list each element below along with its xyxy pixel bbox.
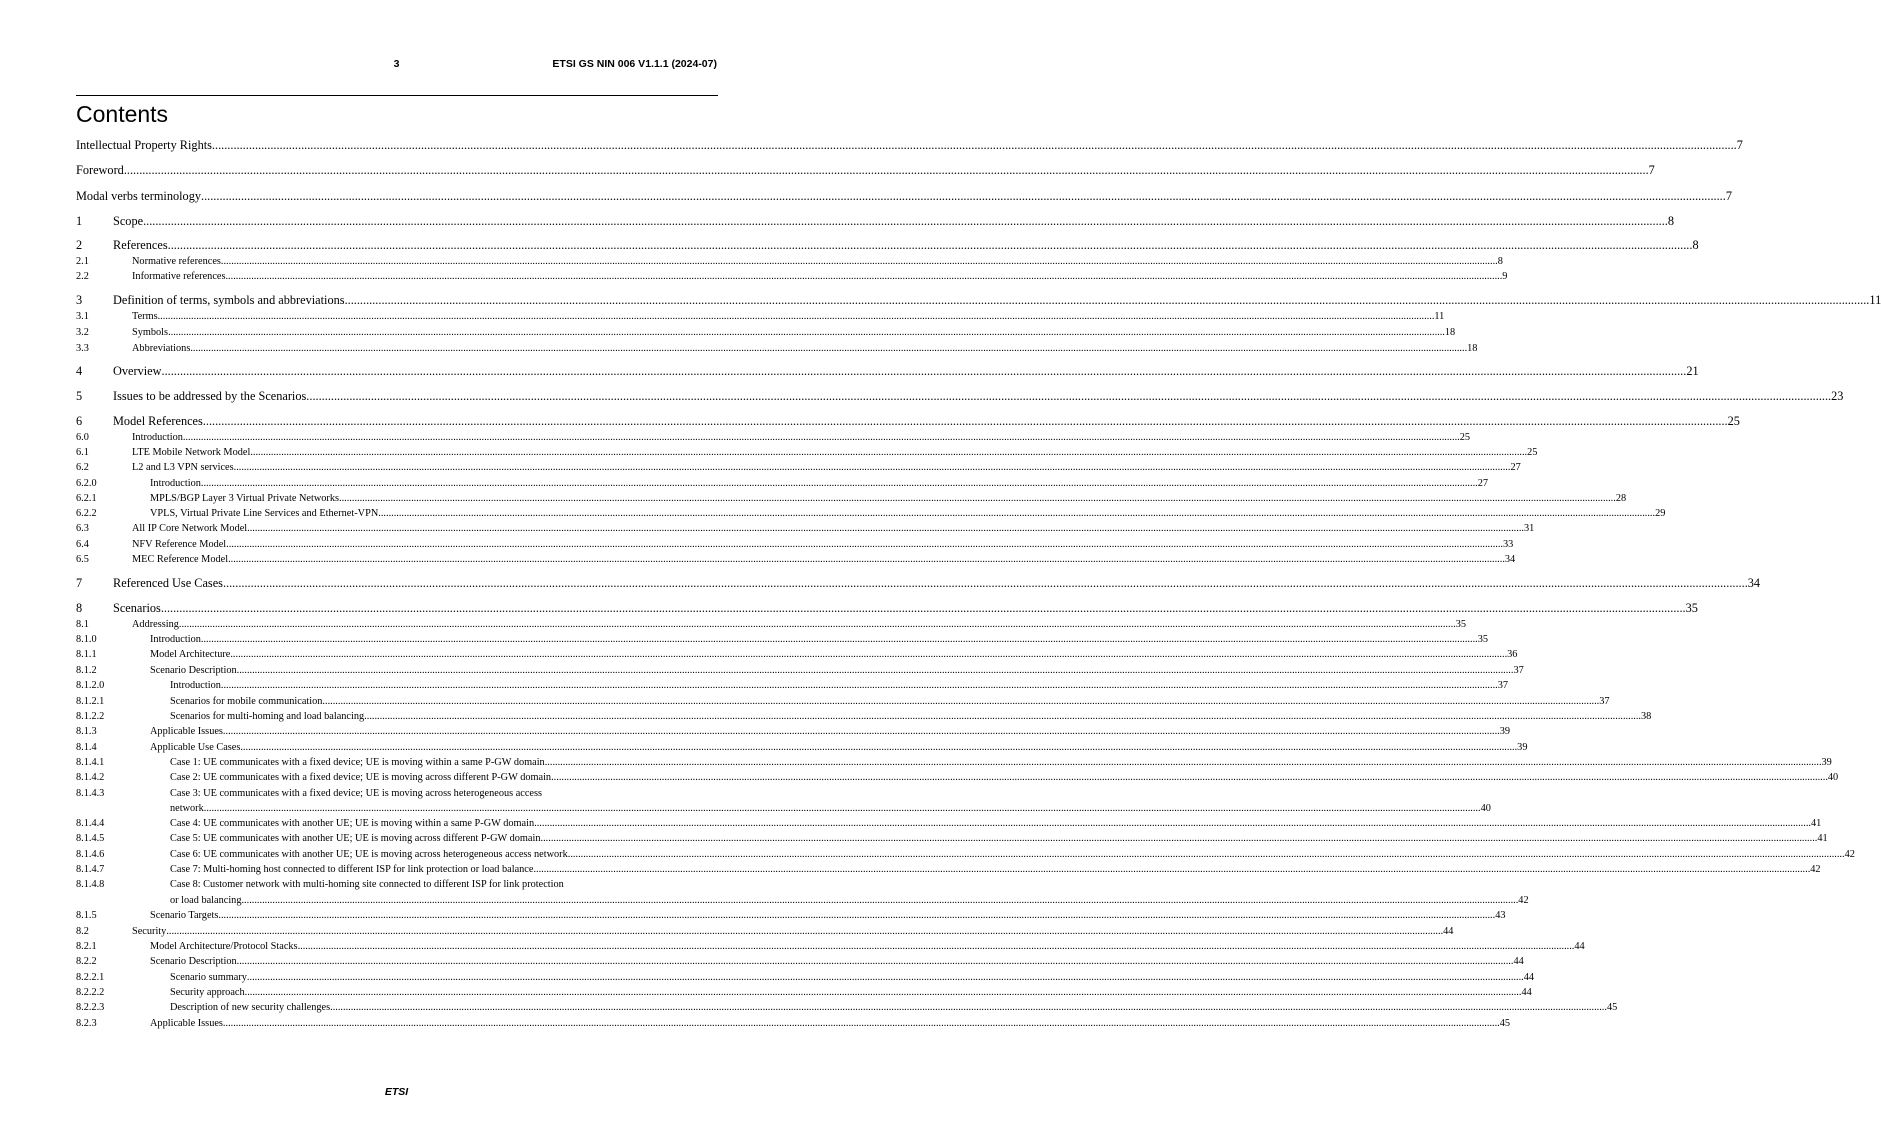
toc-leader-dots [533, 864, 1810, 876]
toc-entry[interactable] [76, 539, 1514, 551]
toc-entry-title: Security [132, 926, 167, 937]
toc-entry-title: Introduction [170, 680, 221, 691]
toc-leader-dots [203, 414, 1728, 428]
toc-entry-number: 8.2.2.3 [76, 1002, 105, 1013]
toc-entry-number: 6.2 [76, 462, 89, 473]
toc-entry-page: 23 [1831, 389, 1844, 403]
toc-leader-dots [161, 601, 1686, 615]
toc-entry-number: 8.1.4 [76, 742, 97, 753]
toc-entry[interactable] [76, 327, 1456, 339]
toc-entry-title: Scenario Targets [150, 910, 219, 921]
toc-entry[interactable] [76, 833, 1828, 845]
toc-entry-number: 8.1.4.1 [76, 757, 105, 768]
toc-entry-page: 34 [1504, 554, 1516, 565]
toc-entry[interactable] [76, 680, 1509, 692]
toc-entry-title: Case 2: UE communicates with a fixed device; UE is moving across different P-GW domain [170, 772, 552, 783]
toc-entry-page: 37 [1599, 696, 1610, 707]
toc-entry-title: network [170, 803, 204, 814]
toc-entry-title: NFV Reference Model [132, 539, 227, 550]
toc-entry[interactable] [76, 189, 1732, 203]
toc-leader-dots [339, 493, 1616, 505]
toc-entry[interactable] [76, 447, 1538, 459]
toc-entry[interactable] [76, 742, 1528, 754]
toc-entry-page: 7 [1736, 138, 1743, 152]
toc-leader-dots [166, 926, 1443, 938]
toc-leader-dots [541, 833, 1818, 845]
toc-leader-dots [237, 665, 1514, 677]
toc-entry-number: 3 [76, 293, 83, 307]
toc-entry-title: L2 and L3 VPN services [132, 462, 234, 473]
toc-leader-dots [241, 895, 1518, 907]
toc-entry-title: Intellectual Property Rights [76, 138, 212, 152]
toc-entry-number: 8.1.4.8 [76, 879, 105, 890]
toc-entry-page: 18 [1444, 327, 1456, 338]
toc-entry-page: 25 [1459, 432, 1471, 443]
page-number: 3 [393, 58, 400, 70]
toc-leader-dots [534, 818, 1811, 830]
toc-entry[interactable] [76, 803, 1491, 815]
toc-entry[interactable] [76, 772, 1839, 784]
toc-leader-dots [168, 327, 1445, 339]
toc-leader-dots [190, 343, 1467, 355]
toc-entry-number: 7 [76, 576, 83, 590]
toc-entry-title: Model Architecture [150, 649, 231, 660]
toc-entry-number: 6.2.0 [76, 478, 97, 489]
toc-entry-title: Scenario Description [150, 956, 237, 967]
toc-entry-number: 6.2.1 [76, 493, 97, 504]
toc-entry-page: 27 [1510, 462, 1521, 473]
toc-entry-title: Model Architecture/Protocol Stacks [150, 941, 298, 952]
toc-leader-dots [212, 138, 1737, 152]
toc-entry[interactable] [76, 214, 1675, 228]
toc-entry-number: 8.1.4.3 [76, 788, 105, 799]
toc-leader-dots [247, 523, 1524, 535]
toc-entry-number: 8.1.2.2 [76, 711, 105, 722]
toc-leader-dots [226, 539, 1503, 551]
toc-entry[interactable] [76, 726, 1511, 738]
toc-entry[interactable] [76, 364, 1699, 378]
toc-entry-title: Case 6: UE communicates with another UE; UE is moving across heterogeneous access network [170, 849, 568, 860]
toc-entry[interactable] [76, 711, 1652, 723]
toc-entry-page: 41 [1817, 833, 1828, 844]
toc-entry[interactable] [76, 926, 1454, 938]
toc-leader-dots [345, 293, 1870, 307]
toc-leader-dots [143, 214, 1668, 228]
toc-entry-number: 8.2.2.2 [76, 987, 105, 998]
toc-entry-page: 34 [1747, 576, 1761, 590]
toc-entry-page: 38 [1640, 711, 1652, 722]
toc-entry-title: VPLS, Virtual Private Line Services and Ethernet-VPN [150, 508, 379, 519]
toc-entry[interactable] [76, 293, 1881, 307]
toc-entry-page: 35 [1685, 601, 1698, 615]
toc-entry-number: 8.1.1 [76, 649, 97, 660]
toc-leader-dots [124, 163, 1649, 177]
toc-leader-dots [225, 271, 1502, 283]
toc-leader-dots [228, 554, 1505, 566]
toc-leader-dots [234, 462, 1511, 474]
toc-entry[interactable] [76, 987, 1532, 999]
toc-entry-number: 8.1.2 [76, 665, 97, 676]
toc-leader-dots [322, 696, 1599, 708]
toc-entry-page: 42 [1844, 849, 1855, 860]
toc-entry-page: 21 [1686, 364, 1699, 378]
toc-entry-title: Model References [113, 414, 203, 428]
toc-entry-title: References [113, 238, 168, 252]
toc-leader-dots [223, 1018, 1500, 1030]
toc-entry[interactable] [76, 554, 1516, 566]
toc-leader-dots [158, 311, 1435, 323]
toc-leader-dots [250, 447, 1527, 459]
toc-entry[interactable] [76, 523, 1535, 535]
toc-entry-page: 31 [1523, 523, 1535, 534]
toc-leader-dots [223, 576, 1748, 590]
toc-entry-title: Modal verbs terminology [76, 189, 201, 203]
toc-entry[interactable] [76, 311, 1445, 323]
toc-entry-page: 25 [1527, 447, 1538, 458]
toc-entry-page: 37 [1513, 665, 1524, 676]
toc-entry-page: 37 [1497, 680, 1509, 691]
toc-entry-page: 8 [1692, 238, 1699, 252]
toc-entry-number: 6.1 [76, 447, 89, 458]
toc-entry-number: 6.3 [76, 523, 89, 534]
toc-entry-title: MPLS/BGP Layer 3 Virtual Private Networks [150, 493, 339, 504]
toc-entry[interactable] [76, 864, 1821, 876]
toc-entry[interactable] [76, 972, 1535, 984]
toc-entry-title: Case 1: UE communicates with a fixed device; UE is moving within a same P-GW domain [170, 757, 545, 768]
toc-entry-title: Applicable Issues [150, 1018, 223, 1029]
toc-entry-number: 6 [76, 414, 83, 428]
toc-entry-first-line[interactable] [76, 788, 542, 800]
toc-leader-dots [298, 941, 1575, 953]
toc-entry-page: 8 [1667, 214, 1675, 228]
toc-entry-title: Applicable Issues [150, 726, 223, 737]
toc-entry-number: 2.1 [76, 256, 89, 267]
toc-entry[interactable] [76, 389, 1844, 403]
toc-entry-title: Informative references [132, 271, 226, 282]
toc-entry[interactable] [76, 1002, 1618, 1014]
toc-entry-page: 7 [1725, 189, 1732, 203]
toc-entry-page: 39 [1499, 726, 1511, 737]
toc-entry[interactable] [76, 910, 1506, 922]
toc-leader-dots [223, 726, 1500, 738]
toc-entry-number: 8.1.5 [76, 910, 97, 921]
toc-entry[interactable] [76, 818, 1822, 830]
toc-leader-dots [201, 634, 1478, 646]
toc-entry-number: 8.1.4.4 [76, 818, 105, 829]
toc-entry[interactable] [76, 138, 1743, 152]
toc-entry-page: 8 [1497, 256, 1503, 267]
toc-entry-title: Symbols [132, 327, 169, 338]
toc-entry-title: All IP Core Network Model [132, 523, 248, 534]
toc-entry-page: 41 [1810, 818, 1822, 829]
toc-entry-page: 9 [1502, 271, 1508, 282]
toc-leader-dots [204, 803, 1481, 815]
toc-leader-dots [378, 508, 1655, 520]
document-id: ETSI GS NIN 006 V1.1.1 (2024-07) [552, 58, 717, 70]
toc-leader-dots [240, 742, 1517, 754]
toc-entry-title: Normative references [132, 256, 221, 267]
toc-entry[interactable] [76, 696, 1610, 708]
toc-entry-number: 3.2 [76, 327, 89, 338]
toc-entry-page: 42 [1810, 864, 1821, 875]
toc-entry[interactable] [76, 163, 1655, 177]
toc-entry[interactable] [76, 601, 1698, 615]
toc-entry[interactable] [76, 271, 1508, 283]
toc-entry-title: Introduction [150, 478, 201, 489]
toc-entry-title: Security approach [170, 987, 245, 998]
toc-entry[interactable] [76, 343, 1478, 355]
toc-entry-number: 6.5 [76, 554, 89, 565]
toc-entry-page: 18 [1467, 343, 1478, 354]
toc-entry-title: LTE Mobile Network Model [132, 447, 251, 458]
toc-entry[interactable] [76, 432, 1471, 444]
toc-entry-page: 45 [1606, 1002, 1618, 1013]
toc-entry-title: Case 3: UE communicates with a fixed device; UE is moving across heterogeneous access [170, 788, 543, 799]
toc-leader-dots [168, 238, 1693, 252]
toc-entry[interactable] [76, 634, 1489, 646]
toc-entry-title: Description of new security challenges [170, 1002, 331, 1013]
toc-leader-dots [221, 680, 1498, 692]
toc-leader-dots [201, 478, 1478, 490]
toc-entry-title: Introduction [132, 432, 183, 443]
toc-entry-number: 8.1.4.6 [76, 849, 105, 860]
toc-entry-page: 44 [1443, 926, 1454, 937]
toc-leader-dots [568, 849, 1845, 861]
toc-entry-title: Scenarios for multi-homing and load balancing [170, 711, 365, 722]
toc-entry-number: 8.1.2.1 [76, 696, 105, 707]
toc-entry-title: Scenarios [113, 601, 161, 615]
toc-entry[interactable] [76, 414, 1740, 428]
toc-entry-number: 8.1 [76, 619, 89, 630]
toc-entry-title: Addressing [132, 619, 179, 630]
toc-entry-title: or load balancing [170, 895, 242, 906]
toc-entry-number: 6.2.2 [76, 508, 97, 519]
toc-entry[interactable] [76, 508, 1666, 520]
toc-entry-title: Case 8: Customer network with multi-homing site connected to different ISP for link protection [170, 879, 564, 890]
toc-entry-number: 8.1.4.7 [76, 864, 105, 875]
toc-entry-page: 11 [1434, 311, 1445, 322]
toc-entry-page: 33 [1502, 539, 1514, 550]
toc-entry-page: 36 [1507, 649, 1518, 660]
toc-entry-page: 44 [1521, 987, 1532, 998]
toc-entry-number: 3.3 [76, 343, 89, 354]
toc-leader-dots [230, 649, 1507, 661]
footer-etsi: ETSI [384, 1086, 409, 1098]
toc-entry-title: Abbreviations [132, 343, 191, 354]
toc-entry-title: Scope [113, 214, 144, 228]
toc-leader-dots [245, 987, 1522, 999]
toc-entry-page: 25 [1727, 414, 1740, 428]
toc-entry-title: Overview [113, 364, 162, 378]
toc-entry[interactable] [76, 941, 1585, 953]
toc-leader-dots [237, 956, 1514, 968]
toc-entry-number: 6.4 [76, 539, 89, 550]
toc-entry[interactable] [76, 895, 1529, 907]
toc-entry-title: Scenarios for mobile communication [170, 696, 323, 707]
toc-entry-title: MEC Reference Model [132, 554, 229, 565]
toc-entry-number: 3.1 [76, 311, 89, 322]
toc-entry-number: 8.1.4.2 [76, 772, 105, 783]
toc-leader-dots [183, 432, 1460, 444]
toc-entry-number: 8 [76, 601, 83, 615]
toc-entry-page: 44 [1574, 941, 1585, 952]
toc-entry-title: Applicable Use Cases [150, 742, 241, 753]
toc-entry[interactable] [76, 256, 1503, 268]
toc-entry-page: 7 [1648, 163, 1655, 177]
toc-entry-number: 2 [76, 238, 83, 252]
page-title: Contents [76, 101, 169, 127]
toc-entry-page: 35 [1477, 634, 1489, 645]
toc-entry-number: 8.2 [76, 926, 89, 937]
toc-entry-title: Definition of terms, symbols and abbreviations [113, 293, 345, 307]
toc-entry-number: 8.2.1 [76, 941, 97, 952]
toc-entry[interactable] [76, 956, 1524, 968]
toc-entry[interactable] [76, 849, 1855, 861]
toc-leader-dots [247, 972, 1524, 984]
toc-entry-title: Case 5: UE communicates with another UE; UE is moving across different P-GW domain [170, 833, 541, 844]
toc-entry-number: 8.2.3 [76, 1018, 97, 1029]
toc-entry-number: 8.1.4.5 [76, 833, 105, 844]
toc-entry[interactable] [76, 478, 1489, 490]
toc-leader-dots [545, 757, 1822, 769]
toc-leader-dots [306, 389, 1831, 403]
toc-entry-title: Introduction [150, 634, 201, 645]
toc-entry-title: Case 7: Multi-homing host connected to different ISP for link protection or load balance [170, 864, 534, 875]
toc-leader-dots [201, 189, 1726, 203]
toc-entry-page: 28 [1615, 493, 1627, 504]
toc-entry-number: 8.1.2.0 [76, 680, 105, 691]
toc-entry-page: 45 [1499, 1018, 1511, 1029]
toc-entry-number: 1 [76, 214, 83, 228]
toc-entry-number: 5 [76, 389, 83, 403]
toc-entry-first-line[interactable] [76, 879, 564, 891]
toc-entry-title: Issues to be addressed by the Scenarios [113, 389, 307, 403]
toc-entry-page: 35 [1455, 619, 1467, 630]
toc-leader-dots [551, 772, 1828, 784]
toc-leader-dots [364, 711, 1641, 723]
toc-entry[interactable] [76, 649, 1518, 661]
toc-entry-number: 8.1.3 [76, 726, 97, 737]
toc-entry-number: 8.2.2.1 [76, 972, 105, 983]
toc-leader-dots [218, 910, 1495, 922]
toc-entry-number: 6.0 [76, 432, 89, 443]
toc-leader-dots [179, 619, 1456, 631]
toc-entry-page: 44 [1523, 972, 1535, 983]
toc-leader-dots [221, 256, 1498, 268]
toc-entry[interactable] [76, 493, 1627, 505]
toc-entry-number: 2.2 [76, 271, 89, 282]
toc-entry-number: 8.2.2 [76, 956, 97, 967]
toc-entry-page: 40 [1827, 772, 1839, 783]
toc-entry-title: Terms [132, 311, 158, 322]
toc-entry-page: 11 [1869, 293, 1881, 307]
toc-entry-page: 40 [1480, 803, 1491, 814]
toc-entry-page: 44 [1513, 956, 1524, 967]
toc-entry[interactable] [76, 619, 1467, 631]
toc-entry-page: 27 [1477, 478, 1489, 489]
toc-entry-page: 39 [1517, 742, 1528, 753]
toc-entry[interactable] [76, 238, 1699, 252]
toc-entry-page: 43 [1495, 910, 1506, 921]
toc-entry-number: 4 [76, 364, 83, 378]
toc-entry-title: Foreword [76, 163, 124, 177]
toc-entry-page: 39 [1821, 757, 1832, 768]
toc-entry-title: Scenario Description [150, 665, 237, 676]
toc-leader-dots [162, 364, 1687, 378]
toc-entry-number: 8.1.0 [76, 634, 97, 645]
toc-entry[interactable] [76, 576, 1761, 590]
toc-entry-title: Case 4: UE communicates with another UE; UE is moving within a same P-GW domain [170, 818, 535, 829]
toc-entry[interactable] [76, 757, 1832, 769]
toc-leader-dots [330, 1002, 1607, 1014]
toc-entry-title: Referenced Use Cases [113, 576, 223, 590]
toc-entry-title: Scenario summary [170, 972, 247, 983]
toc-entry[interactable] [76, 665, 1524, 677]
toc-entry[interactable] [76, 1018, 1511, 1030]
toc-entry-page: 29 [1655, 508, 1666, 519]
toc-entry[interactable] [76, 462, 1521, 474]
toc-entry-page: 42 [1518, 895, 1529, 906]
